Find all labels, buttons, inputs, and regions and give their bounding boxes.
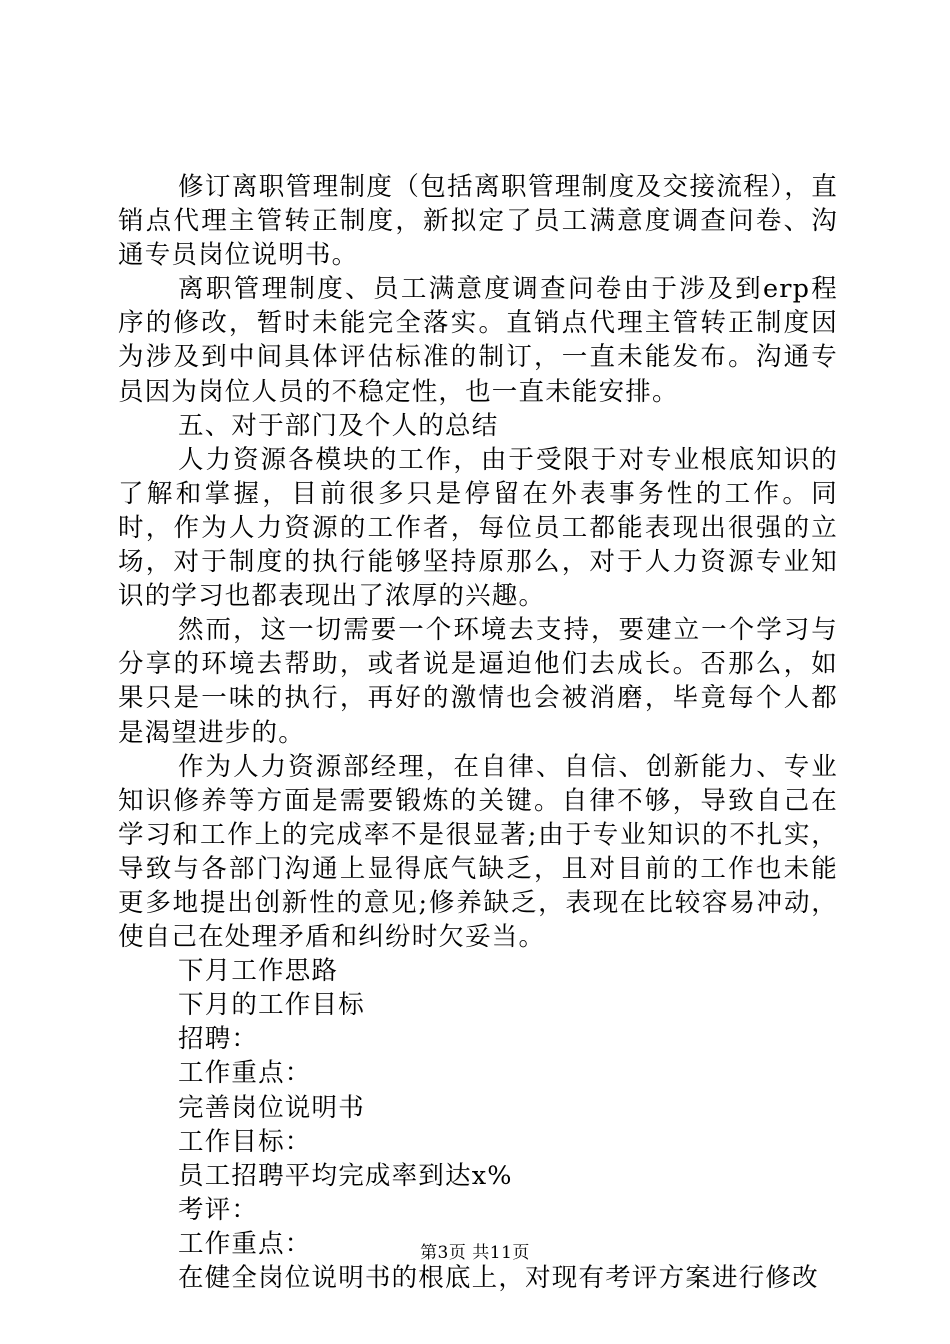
- paragraph: 人力资源各模块的工作，由于受限于对专业根底知识的了解和掌握，目前很多只是停留在外表事务性的工作。同时，作为人力资源的工作者，每位员工都能表现出很强的立场，对于制度的执行能够坚持原那么，对于人力资源专业知识的学习也都表现出了浓厚的兴趣。: [118, 444, 838, 612]
- plan-subheading: 下月的工作目标: [178, 990, 365, 1021]
- paragraph: 作为人力资源部经理，在自律、自信、创新能力、专业知识修养等方面是需要锻炼的关键。自律不够，导致自己在学习和工作上的完成率不是很显著;由于专业知识的不扎实，导致与各部门沟通上显得底气缺乏，且对目前的工作也未能更多地提出创新性的意见;修养缺乏，表现在比较容易冲动，使自己在处理矛盾和纠纷时欠妥当。: [118, 751, 838, 953]
- document-body: [118, 170, 838, 1295]
- plan-item: 在健全岗位说明书的根底上，对现有考评方案进行修改: [178, 1263, 819, 1293]
- plan-heading: 下月工作思路: [178, 956, 339, 987]
- plan-item: 考评：: [178, 1194, 259, 1225]
- page-number: 第3页 共11页: [420, 1243, 530, 1263]
- paragraph: 然而，这一切需要一个环境去支持，要建立一个学习与分享的环境去帮助，或者说是逼迫他们去成长。否那么，如果只是一味的执行，再好的激情也会被消磨，毕竟每个人都是渴望进步的。: [118, 615, 838, 748]
- plan-item: 完善岗位说明书: [178, 1092, 365, 1123]
- plan-item: 招聘：: [178, 1024, 259, 1055]
- plan-item: 工作目标：: [178, 1126, 312, 1157]
- section-heading: 五、对于部门及个人的总结: [178, 410, 499, 441]
- plan-item: 员工招聘平均完成率到达x%: [178, 1160, 513, 1191]
- plan-item: 工作重点：: [178, 1058, 312, 1089]
- plan-item: 工作重点：: [178, 1228, 312, 1259]
- paragraph: 离职管理制度、员工满意度调查问卷由于涉及到erp程序的修改，暂时未能完全落实。直销点代理主管转正制度因为涉及到中间具体评估标准的制订，一直未能发布。沟通专员因为岗位人员的不稳定性，也一直未能安排。: [118, 274, 838, 407]
- paragraph: 修订离职管理制度（包括离职管理制度及交接流程），直销点代理主管转正制度，新拟定了员工满意度调查问卷、沟通专员岗位说明书。: [118, 172, 838, 271]
